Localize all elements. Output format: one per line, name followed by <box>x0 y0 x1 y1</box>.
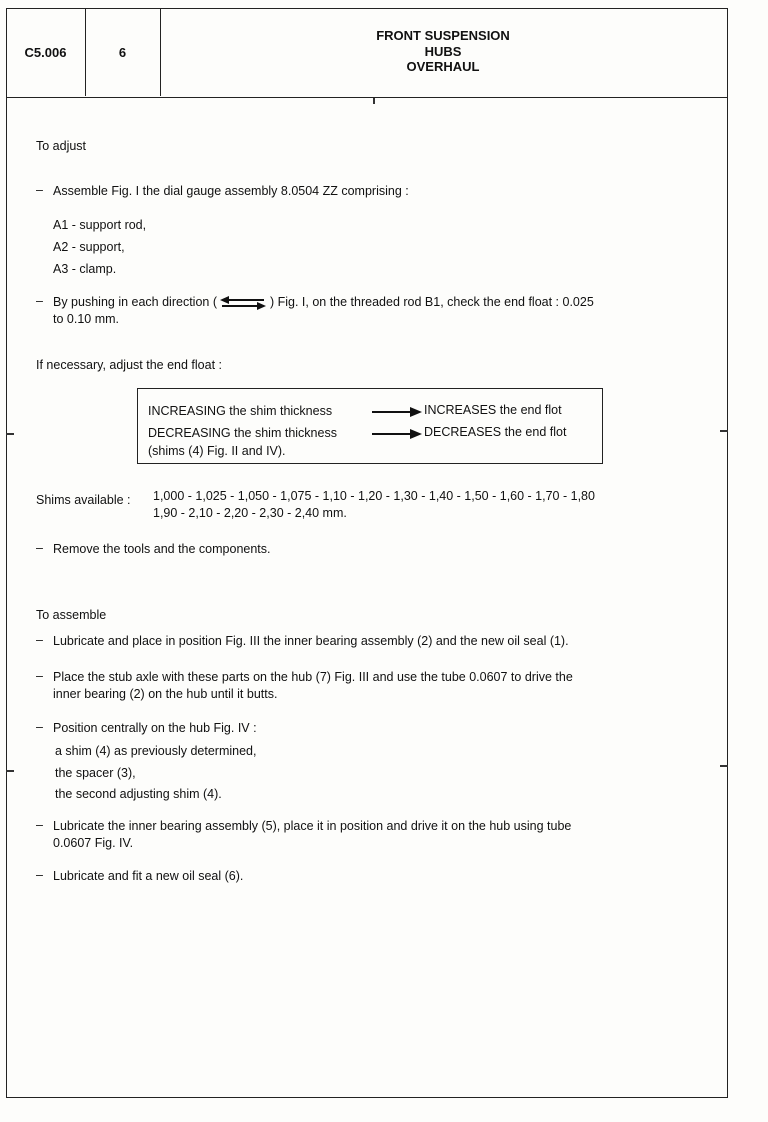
bullet-dash: – <box>36 541 43 555</box>
part-a3: A3 - clamp. <box>53 262 117 276</box>
box-row-2-left: DECREASING the shim thickness <box>148 426 337 440</box>
bullet-dash: – <box>36 183 43 197</box>
page-number: 6 <box>85 8 161 96</box>
bullet-dash: – <box>36 818 43 832</box>
assemble-step-4-b: 0.0607 Fig. IV. <box>53 836 134 850</box>
adjust-step-2-b: ) Fig. I, on the threaded rod B1, check the end float : 0.025 <box>269 295 594 309</box>
remove-step: Remove the tools and the components. <box>53 542 271 556</box>
assemble-step-2-b: inner bearing (2) on the hub until it butts. <box>53 687 278 701</box>
margin-tick <box>720 430 728 432</box>
box-row-2-right: DECREASES the end flot <box>424 425 567 439</box>
title-line-2: HUBS <box>424 43 462 59</box>
page-header <box>6 8 728 98</box>
bullet-dash: – <box>36 868 43 882</box>
title-line-3: OVERHAUL <box>406 59 480 74</box>
part-a2: A2 - support, <box>53 240 125 254</box>
shims-label: Shims available : <box>36 493 131 507</box>
page-title <box>160 8 726 96</box>
sub-item-shim: a shim (4) as previously determined, <box>55 744 257 758</box>
right-arrow-icon <box>372 407 422 417</box>
box-row-1-right: INCREASES the end flot <box>424 403 562 417</box>
bullet-dash: – <box>36 669 43 683</box>
right-arrow-icon <box>372 429 422 439</box>
box-row-1-left: INCREASING the shim thickness <box>148 404 333 418</box>
adjust-step-2-c: to 0.10 mm. <box>53 312 119 326</box>
assemble-step-5: Lubricate and fit a new oil seal (6). <box>53 869 244 883</box>
assemble-heading: To assemble <box>36 608 107 622</box>
bidirectional-arrows-icon <box>220 296 266 310</box>
margin-tick <box>720 765 728 767</box>
adjust-step-1: Assemble Fig. I the dial gauge assembly 8.0504 ZZ comprising : <box>53 184 409 198</box>
margin-tick <box>373 98 375 104</box>
bullet-dash: – <box>36 294 43 308</box>
assemble-step-3: Position centrally on the hub Fig. IV : <box>53 721 257 735</box>
document-code: C5.006 <box>6 8 86 96</box>
if-necessary-text: If necessary, adjust the end float : <box>36 358 222 372</box>
bullet-dash: – <box>36 720 43 734</box>
assemble-step-1: Lubricate and place in position Fig. III the inner bearing assembly (2) and the new oil seal (1). <box>53 634 569 648</box>
margin-tick <box>6 770 14 772</box>
box-row-3: (shims (4) Fig. II and IV). <box>148 444 286 458</box>
assemble-step-2-a: Place the stub axle with these parts on the hub (7) Fig. III and use the tube 0.0607 to drive the <box>53 670 573 684</box>
adjust-step-2-a: By pushing in each direction ( <box>53 295 217 309</box>
sub-item-second-shim: the second adjusting shim (4). <box>55 787 222 801</box>
sub-item-spacer: the spacer (3), <box>55 766 136 780</box>
adjust-step-2 <box>53 294 594 310</box>
assemble-step-4-a: Lubricate the inner bearing assembly (5), place it in position and drive it on the hub using tube <box>53 819 572 833</box>
part-a1: A1 - support rod, <box>53 218 147 232</box>
rule-box <box>137 388 603 464</box>
shims-line-2: 1,90 - 2,10 - 2,20 - 2,30 - 2,40 mm. <box>153 506 347 520</box>
title-line-1: FRONT SUSPENSION <box>376 28 510 43</box>
margin-tick <box>6 433 14 435</box>
bullet-dash: – <box>36 633 43 647</box>
adjust-heading: To adjust <box>36 139 87 153</box>
shims-line-1: 1,000 - 1,025 - 1,050 - 1,075 - 1,10 - 1,20 - 1,30 - 1,40 - 1,50 - 1,60 - 1,70 - 1,80 <box>153 489 595 503</box>
